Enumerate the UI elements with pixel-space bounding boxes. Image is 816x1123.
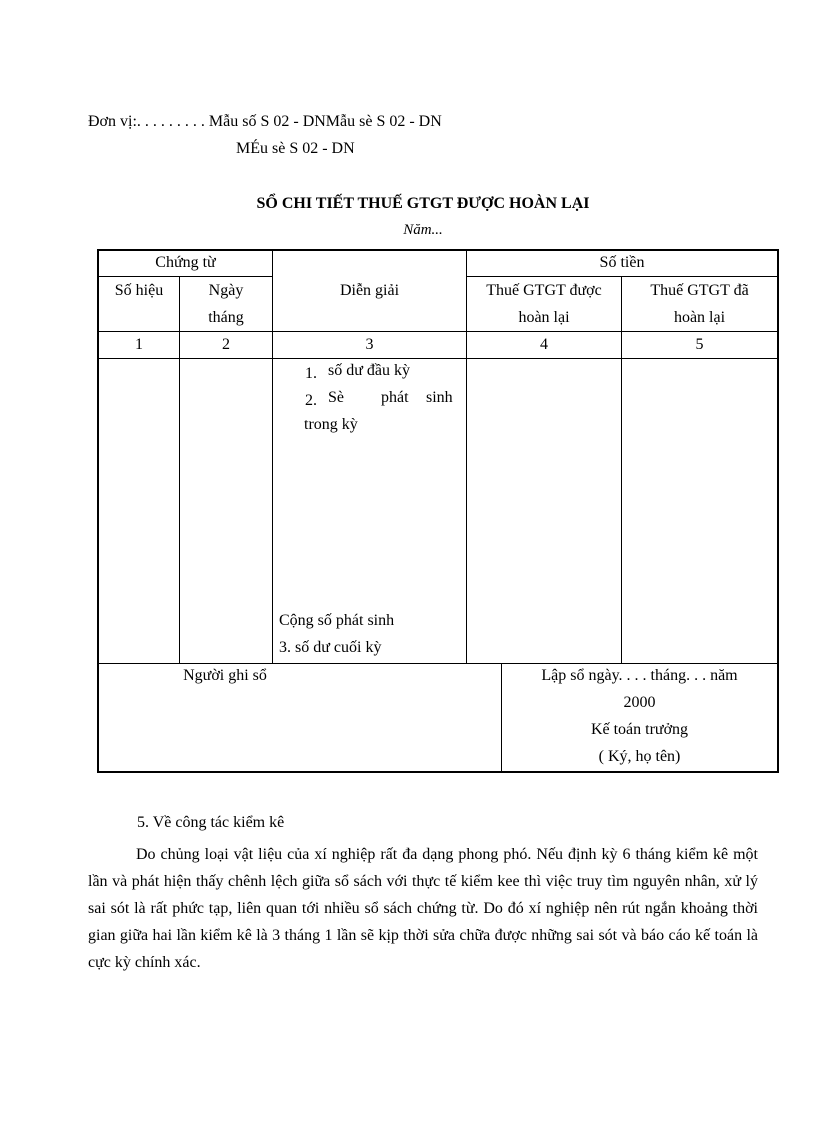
item-2-word-3: sinh <box>426 389 453 406</box>
item-2-word-1: Sè <box>328 389 344 406</box>
header-thang: tháng <box>208 309 244 326</box>
chief-accountant-label: Kế toán trưởng <box>590 721 689 738</box>
form-year: Năm... <box>403 222 443 238</box>
year-line: 2000 <box>623 694 656 711</box>
item-1-number: 1. <box>305 365 317 382</box>
form-code-line: MÉu sè S 02 - DN <box>236 140 355 157</box>
table-border-left <box>97 249 99 773</box>
header-so-tien: Số tiền <box>599 254 645 271</box>
table-border-bottom <box>97 771 779 773</box>
header-dien-giai: Diễn giải <box>339 282 400 299</box>
header-chung-tu: Chứng từ <box>155 254 216 271</box>
col-number-3: 3 <box>365 336 374 353</box>
header-thue-da-2: hoàn lại <box>673 309 726 326</box>
table-border-right <box>777 249 779 773</box>
col-number-5: 5 <box>695 336 704 353</box>
col-number-4: 4 <box>540 336 548 353</box>
header-thue-da-1: Thuế GTGT đã <box>650 282 749 299</box>
sign-note: ( Ký, họ tên) <box>598 748 681 765</box>
item-2-continuation: trong kỳ <box>304 416 358 433</box>
closing-balance-label: 3. số dư cuối kỳ <box>279 639 382 656</box>
unit-header-line: Đơn vị:. . . . . . . . . Mẫu số S 02 - DNMẫu sè S 02 - DN <box>88 113 442 130</box>
total-row-label: Cộng số phát sinh <box>279 612 395 629</box>
header-so-hieu: Số hiệu <box>114 282 164 299</box>
vrule-2 <box>272 249 273 664</box>
item-2-word-2: phát <box>381 389 409 406</box>
col-number-1: 1 <box>135 336 143 353</box>
recorder-label: Người ghi sổ <box>183 667 267 684</box>
item-1-text: số dư đầu kỳ <box>328 362 410 379</box>
form-title: SỔ CHI TIẾT THUẾ GTGT ĐƯỢC HOÀN LẠI <box>256 195 590 212</box>
col-number-2: 2 <box>222 336 230 353</box>
header-ngay: Ngày <box>208 282 244 299</box>
section-heading: 5. Về công tác kiểm kê <box>137 814 285 831</box>
item-2-number: 2. <box>305 392 317 409</box>
date-line: Lập sổ ngày. . . . tháng. . . năm <box>541 667 738 684</box>
header-thue-duoc-1: Thuế GTGT được <box>486 282 602 299</box>
header-thue-duoc-2: hoàn lại <box>518 309 570 326</box>
ledger-table <box>97 249 779 773</box>
body-paragraph: Do chủng loại vật liệu của xí nghiệp rất đa dạng phong phó. Nếu định kỳ 6 tháng kiểm kê một lần và phát hiện thấy chênh lệch giữa sổ sách với thực tế kiểm kee thì việc truy tìm nguyên nhân, xử lý sai sót là rất phức tạp, liên quan tới nhiều sổ sách chứng từ. Do đó xí nghiệp nên rút ngắn khoảng thời gian giữa hai lần kiểm kê là 3 tháng 1 lần sẽ kịp thời sửa chữa được những sai sót và báo cáo kế toán là cực kỳ chính xác. <box>88 846 758 971</box>
rule-column-numbers <box>97 358 779 359</box>
